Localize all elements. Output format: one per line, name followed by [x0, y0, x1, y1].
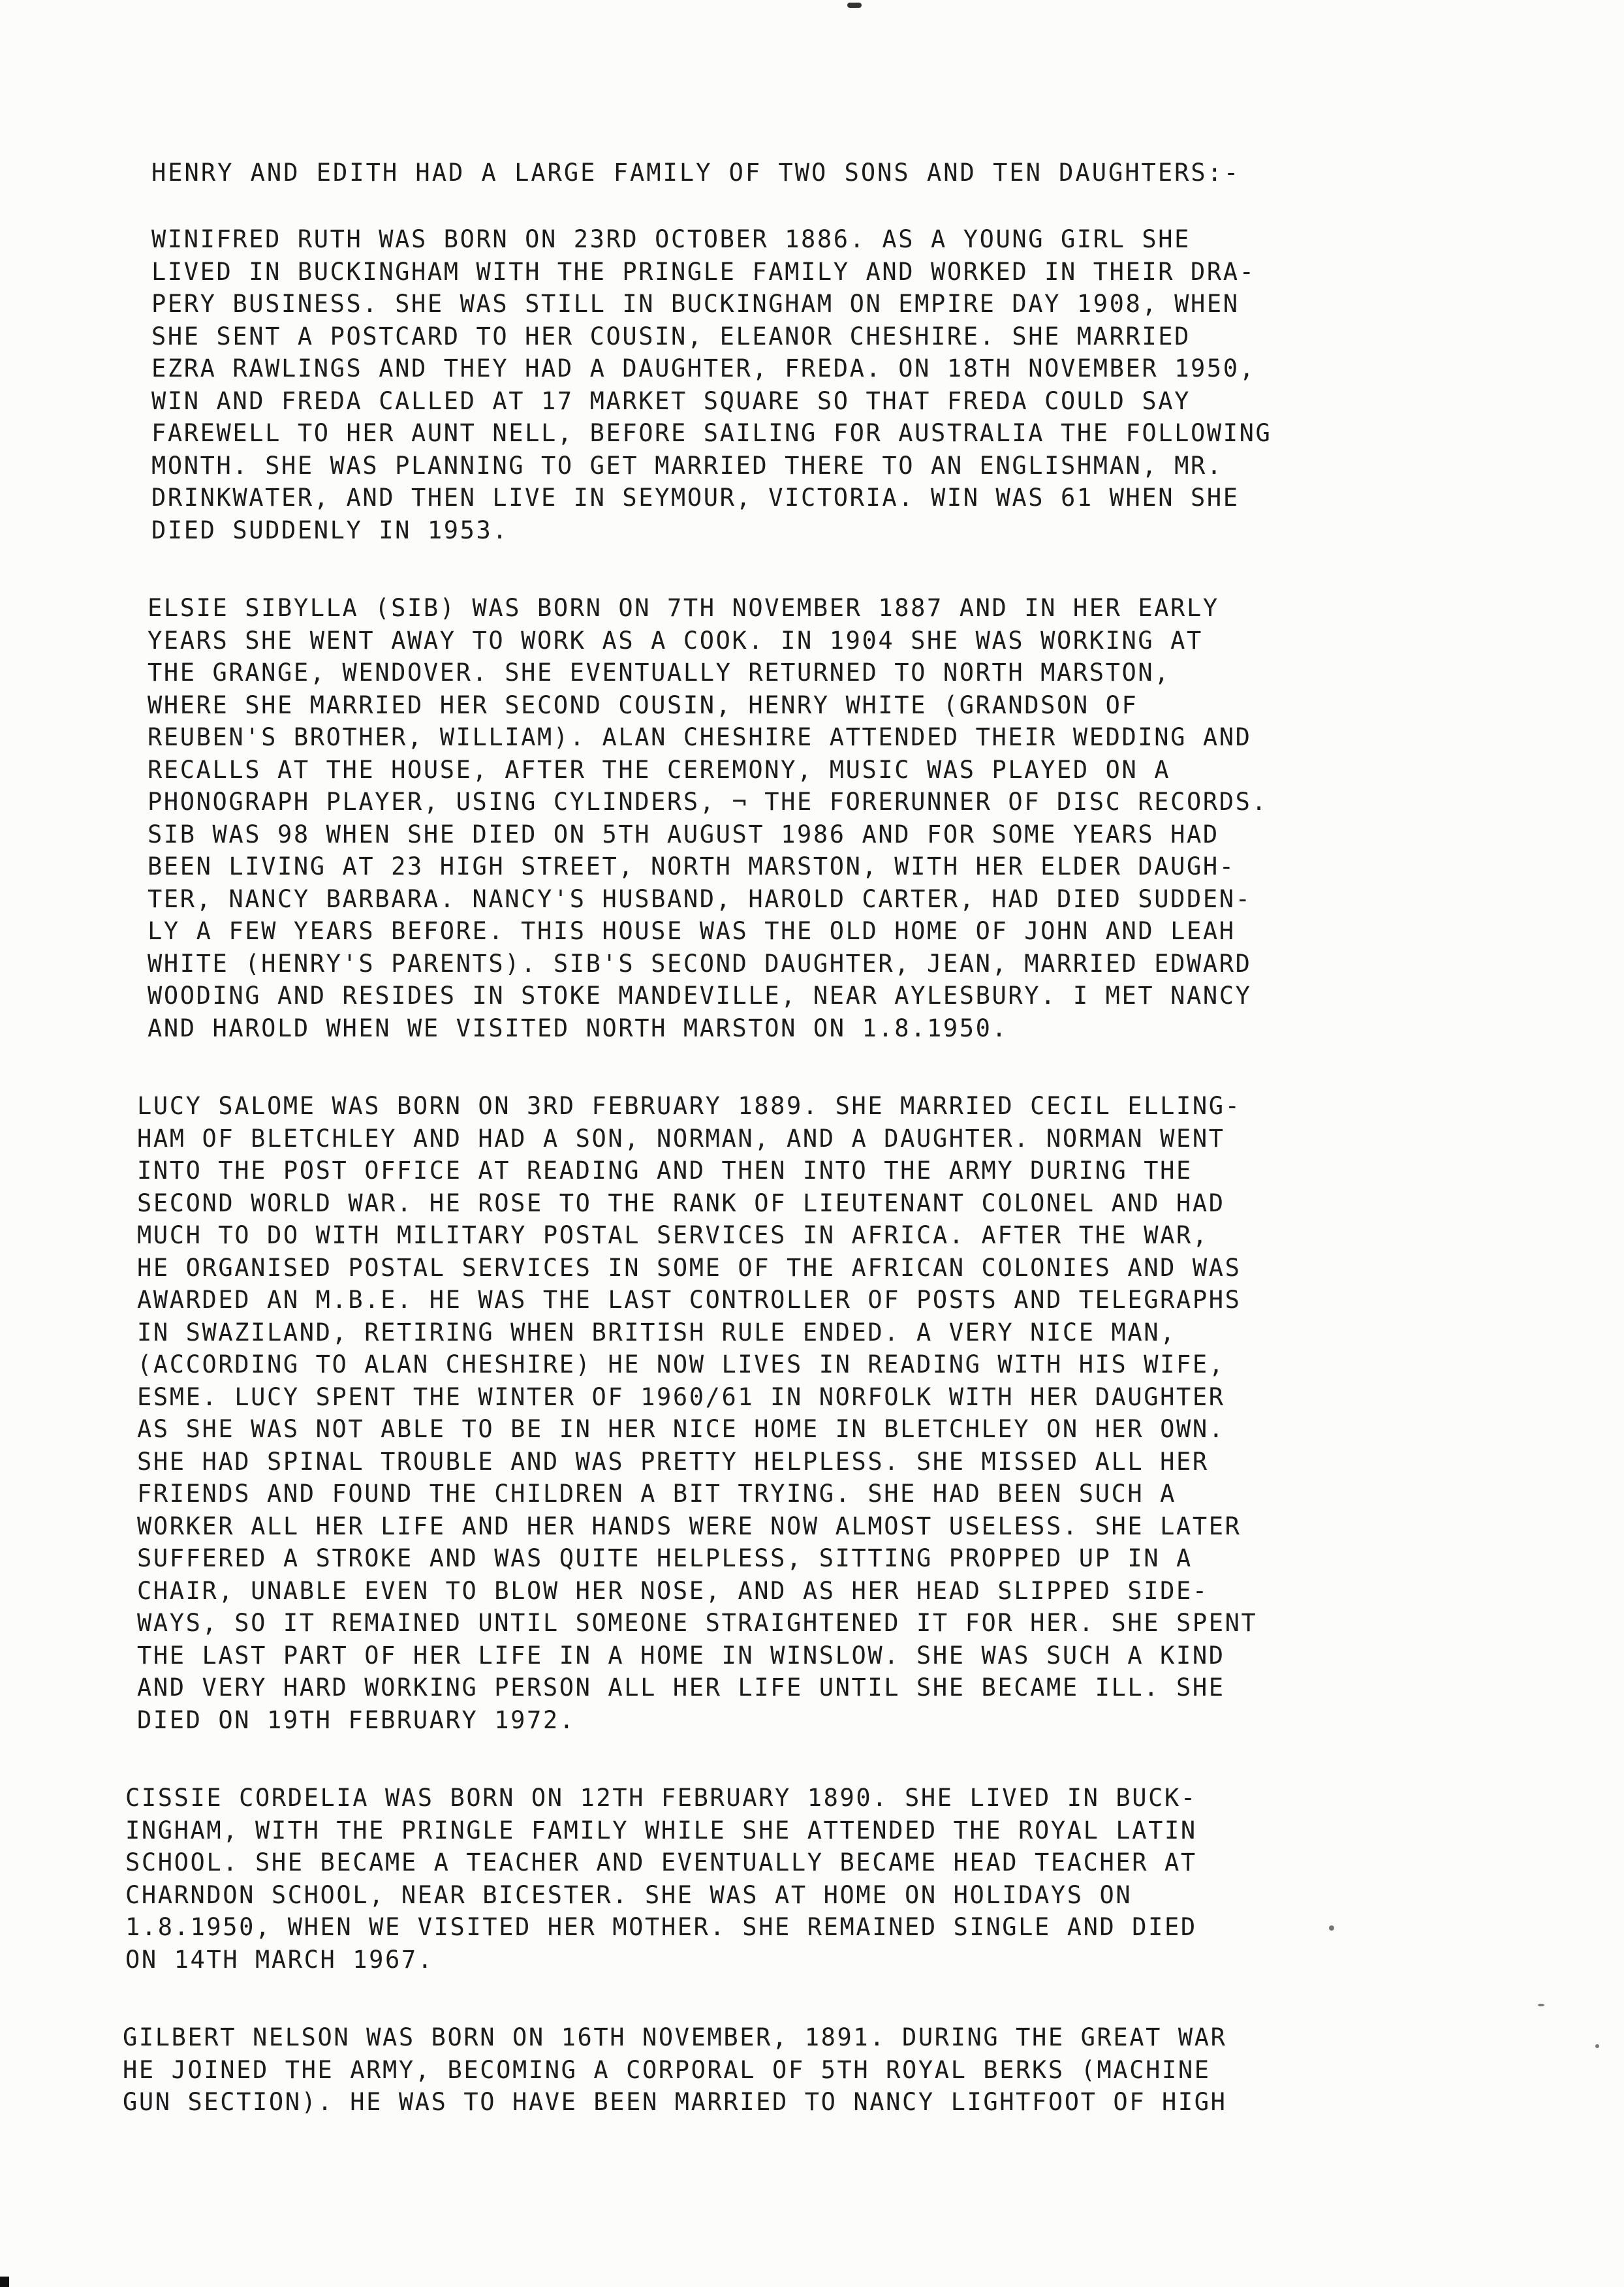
text-line: HE JOINED THE ARMY, BECOMING A CORPORAL OF 5TH ROYAL BERKS (MACHINE: [123, 2055, 1211, 2084]
text-line: HE ORGANISED POSTAL SERVICES IN SOME OF THE AFRICAN COLONIES AND WAS: [137, 1253, 1241, 1282]
text-line: CHAIR, UNABLE EVEN TO BLOW HER NOSE, AND AS HER HEAD SLIPPED SIDE-: [137, 1576, 1209, 1605]
text-line: PHONOGRAPH PLAYER, USING CYLINDERS, ¬ THE FORERUNNER OF DISC RECORDS.: [148, 788, 1268, 816]
paragraph-elsie: [117, 592, 1508, 1044]
scan-edge-mark: [0, 2277, 9, 2287]
text-line: DIED SUDDENLY IN 1953.: [151, 516, 509, 544]
text-line: SIB WAS 98 WHEN SHE DIED ON 5TH AUGUST 1986 AND FOR SOME YEARS HAD: [148, 820, 1219, 848]
text-line: ON 14TH MARCH 1967.: [125, 1945, 434, 1974]
text-line: ELSIE SIBYLLA (SIB) WAS BORN ON 7TH NOVEMBER 1887 AND IN HER EARLY: [148, 594, 1219, 622]
text-line: AWARDED AN M.B.E. HE WAS THE LAST CONTROLLER OF POSTS AND TELEGRAPHS: [137, 1286, 1241, 1314]
text-line: WAYS, SO IT REMAINED UNTIL SOMEONE STRAIGHTENED IT FOR HER. SHE SPENT: [137, 1609, 1258, 1637]
text-line: IN SWAZILAND, RETIRING WHEN BRITISH RULE ENDED. A VERY NICE MAN,: [137, 1318, 1177, 1346]
scan-speck: [1329, 1925, 1334, 1931]
text-line: MUCH TO DO WITH MILITARY POSTAL SERVICES IN AFRICA. AFTER THE WAR,: [137, 1221, 1209, 1249]
text-line: PERY BUSINESS. SHE WAS STILL IN BUCKINGHAM ON EMPIRE DAY 1908, WHEN: [151, 290, 1240, 318]
text-line: LY A FEW YEARS BEFORE. THIS HOUSE WAS THE OLD HOME OF JOHN AND LEAH: [148, 917, 1236, 945]
text-line: FRIENDS AND FOUND THE CHILDREN A BIT TRYING. SHE HAD BEEN SUCH A: [137, 1480, 1177, 1508]
document-body: [117, 157, 1508, 2164]
text-line: RECALLS AT THE HOUSE, AFTER THE CEREMONY, MUSIC WAS PLAYED ON A: [148, 755, 1171, 784]
text-line: TER, NANCY BARBARA. NANCY'S HUSBAND, HAROLD CARTER, HAD DIED SUDDEN-: [148, 884, 1252, 913]
text-line: INTO THE POST OFFICE AT READING AND THEN INTO THE ARMY DURING THE: [137, 1157, 1193, 1185]
text-line: WHITE (HENRY'S PARENTS). SIB'S SECOND DAUGHTER, JEAN, MARRIED EDWARD: [148, 949, 1252, 978]
text-line: THE LAST PART OF HER LIFE IN A HOME IN WINSLOW. SHE WAS SUCH A KIND: [137, 1641, 1225, 1670]
paragraph-lucy: [117, 1090, 1508, 1736]
paragraph-gilbert: [117, 2021, 1508, 2119]
text-line: CISSIE CORDELIA WAS BORN ON 12TH FEBRUARY 1890. SHE LIVED IN BUCK-: [125, 1784, 1197, 1812]
scan-mark: [847, 3, 862, 8]
text-line: WIN AND FREDA CALLED AT 17 MARKET SQUARE SO THAT FREDA COULD SAY: [151, 386, 1191, 415]
text-line: WORKER ALL HER LIFE AND HER HANDS WERE NOW ALMOST USELESS. SHE LATER: [137, 1512, 1241, 1540]
text-line: SECOND WORLD WAR. HE ROSE TO THE RANK OF LIEUTENANT COLONEL AND HAD: [137, 1189, 1225, 1217]
text-line: GUN SECTION). HE WAS TO HAVE BEEN MARRIED TO NANCY LIGHTFOOT OF HIGH: [123, 2088, 1227, 2116]
text-line: EZRA RAWLINGS AND THEY HAD A DAUGHTER, FREDA. ON 18TH NOVEMBER 1950,: [151, 354, 1256, 382]
text-line: GILBERT NELSON WAS BORN ON 16TH NOVEMBER, 1891. DURING THE GREAT WAR: [123, 2023, 1227, 2051]
text-line: LUCY SALOME WAS BORN ON 3RD FEBRUARY 1889. SHE MARRIED CECIL ELLING-: [137, 1092, 1241, 1120]
text-line: YEARS SHE WENT AWAY TO WORK AS A COOK. IN 1904 SHE WAS WORKING AT: [148, 626, 1203, 655]
text-line: AS SHE WAS NOT ABLE TO BE IN HER NICE HOME IN BLETCHLEY ON HER OWN.: [137, 1415, 1225, 1443]
text-line: THE GRANGE, WENDOVER. SHE EVENTUALLY RETURNED TO NORTH MARSTON,: [148, 659, 1171, 687]
text-line: ESME. LUCY SPENT THE WINTER OF 1960/61 IN NORFOLK WITH HER DAUGHTER: [137, 1382, 1225, 1411]
scan-speck: [1595, 2044, 1599, 2048]
text-line: AND HAROLD WHEN WE VISITED NORTH MARSTON ON 1.8.1950.: [148, 1014, 1008, 1042]
scan-speck: [1538, 2004, 1544, 2006]
text-line: CHARNDON SCHOOL, NEAR BICESTER. SHE WAS AT HOME ON HOLIDAYS ON: [125, 1880, 1132, 1909]
text-line: DRINKWATER, AND THEN LIVE IN SEYMOUR, VICTORIA. WIN WAS 61 WHEN SHE: [151, 484, 1240, 512]
text-line: MONTH. SHE WAS PLANNING TO GET MARRIED THERE TO AN ENGLISHMAN, MR.: [151, 451, 1223, 480]
text-line: REUBEN'S BROTHER, WILLIAM). ALAN CHESHIRE ATTENDED THEIR WEDDING AND: [148, 723, 1252, 751]
text-line: AND VERY HARD WORKING PERSON ALL HER LIFE UNTIL SHE BECAME ILL. SHE: [137, 1673, 1225, 1702]
text-line: SHE SENT A POSTCARD TO HER COUSIN, ELEANOR CHESHIRE. SHE MARRIED: [151, 322, 1191, 350]
paragraph-cissie: [117, 1782, 1508, 1976]
text-line: HAM OF BLETCHLEY AND HAD A SON, NORMAN, AND A DAUGHTER. NORMAN WENT: [137, 1124, 1225, 1153]
paragraph-winifred: [117, 223, 1508, 546]
text-line: WHERE SHE MARRIED HER SECOND COUSIN, HENRY WHITE (GRANDSON OF: [148, 691, 1138, 719]
text-line: SHE HAD SPINAL TROUBLE AND WAS PRETTY HELPLESS. SHE MISSED ALL HER: [137, 1447, 1209, 1476]
text-line: BEEN LIVING AT 23 HIGH STREET, NORTH MARSTON, WITH HER ELDER DAUGH-: [148, 852, 1236, 880]
text-line: INGHAM, WITH THE PRINGLE FAMILY WHILE SHE ATTENDED THE ROYAL LATIN: [125, 1816, 1197, 1844]
family-heading: HENRY AND EDITH HAD A LARGE FAMILY OF TWO SONS AND TEN DAUGHTERS:-: [151, 159, 1241, 187]
text-line: FAREWELL TO HER AUNT NELL, BEFORE SAILING FOR AUSTRALIA THE FOLLOWING: [151, 419, 1272, 447]
text-line: WOODING AND RESIDES IN STOKE MANDEVILLE, NEAR AYLESBURY. I MET NANCY: [148, 982, 1252, 1010]
text-line: 1.8.1950, WHEN WE VISITED HER MOTHER. SHE REMAINED SINGLE AND DIED: [125, 1913, 1197, 1941]
text-line: SUFFERED A STROKE AND WAS QUITE HELPLESS, SITTING PROPPED UP IN A: [137, 1544, 1193, 1572]
text-line: LIVED IN BUCKINGHAM WITH THE PRINGLE FAMILY AND WORKED IN THEIR DRA-: [151, 257, 1256, 286]
text-line: (ACCORDING TO ALAN CHESHIRE) HE NOW LIVES IN READING WITH HIS WIFE,: [137, 1350, 1225, 1378]
text-line: SCHOOL. SHE BECAME A TEACHER AND EVENTUALLY BECAME HEAD TEACHER AT: [125, 1848, 1197, 1876]
text-line: DIED ON 19TH FEBRUARY 1972.: [137, 1705, 576, 1734]
text-line: WINIFRED RUTH WAS BORN ON 23RD OCTOBER 1886. AS A YOUNG GIRL SHE: [151, 225, 1191, 253]
